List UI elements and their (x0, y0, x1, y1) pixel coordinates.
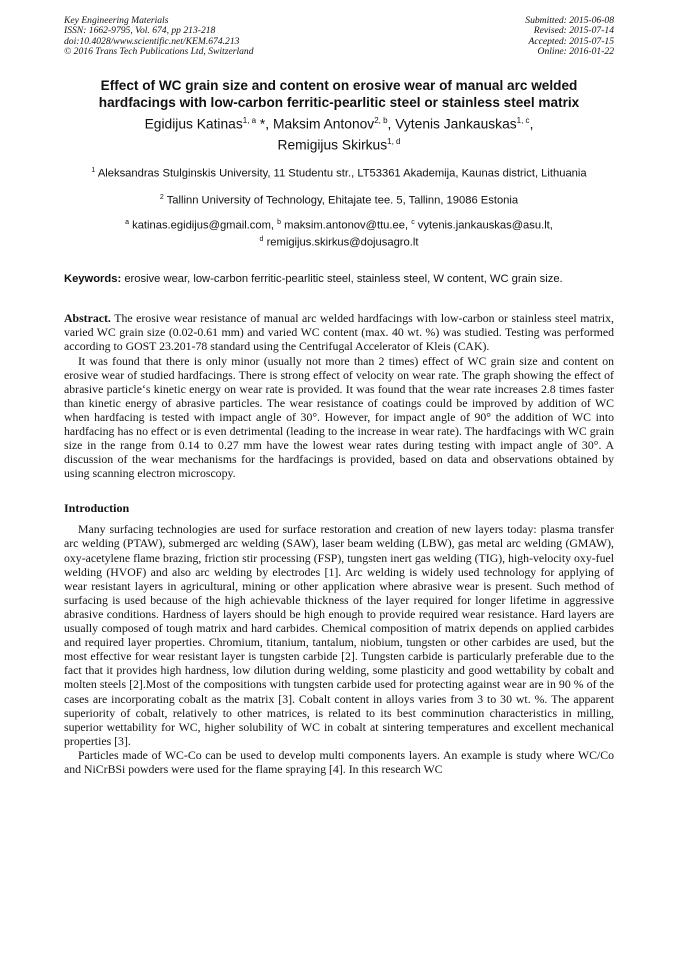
author-affiliation-sup: 1, a (242, 115, 257, 125)
affiliation-text: Tallinn University of Technology, Ehitajate tee. 5, Tallinn, 19086 Estonia (166, 194, 519, 207)
abstract-label: Abstract. (64, 311, 111, 326)
keywords-text: erosive wear, low-carbon ferritic-pearlitic steel, stainless steel, W content, WC grain size. (124, 272, 563, 285)
author-separator: , (529, 116, 534, 132)
author-list (64, 112, 614, 155)
submission-dates (525, 16, 614, 58)
email-letter: b (277, 219, 282, 227)
abstract-paragraph-1 (64, 311, 614, 353)
corresponding-mark: * (256, 116, 266, 132)
introduction-heading: Introduction (64, 501, 130, 516)
author-name: Maksim Antonov (272, 116, 375, 132)
date-submitted: Submitted: 2015-06-08 (525, 15, 614, 26)
email-address[interactable]: maksim.antonov@ttu.ee, (284, 220, 412, 233)
author-name: Remigijus Skirkus (277, 137, 388, 153)
keywords (64, 272, 614, 287)
author-emails (64, 216, 614, 249)
abstract-text: The erosive wear resistance of manual arc welded hardfacings with low-carbon or stainless steel matrix, varied WC grain size (0.02-0.61 mm) and varied WC content (max. 40 wt. %) was studied. Testing was performed according to GOST 23.201-78 standard using the Centrifugal Accelerator of Kleis (CAK). (64, 311, 614, 354)
introduction-paragraph-2: Particles made of WC-Co can be used to develop multi components layers. An example is study where WC/Co and NiCrBSi powders were used for the flame spraying [4]. In this research WC (64, 747, 614, 776)
author-name: Vytenis Jankauskas (395, 116, 517, 132)
email-letter: a (125, 219, 129, 227)
journal-name: Key Engineering Materials (64, 15, 169, 26)
affiliation-number: 1 (91, 166, 96, 174)
email-address[interactable]: katinas.egidijus@gmail.com, (132, 220, 278, 233)
journal-copyright: © 2016 Trans Tech Publications Ltd, Switzerland (64, 46, 254, 58)
affiliation-2 (64, 191, 614, 208)
author-name: Egidijus Katinas (144, 116, 243, 132)
date-accepted: Accepted: 2015-07-15 (528, 35, 614, 47)
affiliation-number: 2 (159, 193, 164, 201)
author-separator: , (387, 116, 396, 132)
paper-title: Effect of WC grain size and content on erosive wear of manual arc welded hardfacings with low-carbon ferritic-pearlitic steel or stainless steel matrix (98, 77, 580, 110)
affiliation-text: Aleksandras Stulginskis University, 11 Studentu str., LT53361 Akademija, Kaunas district, Lithuania (97, 167, 587, 180)
introduction-section (64, 522, 614, 776)
email-letter: c (411, 219, 415, 227)
journal-doi: doi:10.4028/www.scientific.net/KEM.674.213 (64, 35, 240, 47)
author-affiliation-sup: 2, b (374, 115, 388, 125)
abstract-paragraph-2: It was found that there is only minor (usually not more than 2 times) effect of WC grain size and content on erosive wear of studied hardfacings. There is strong effect of velocity on wear rate. The graph showing the effect of abrasive particle‘s kinetic energy on wear rate is provided. It was found that the wear rate increases 2.8 times faster than kinetic energy of abrasive particles. The wear resistance of coatings could be improved by addition of WC when hardfacing is tested with impact angle of 30°. However, for impact angle of 90° the addition of WC into hardfacing has no effect or is even detrimental (leading to the increase in wear rate). The hardfacings with WC grain size in the range from 0.14 to 0.27 mm have the lowest wear rates during testing with impact angle of 30°. A discussion of the wear mechanisms for the hardfacings is provided, based on data and observations obtained by using scanning electron microscopy. (64, 353, 614, 481)
journal-issn: ISSN: 1662-9795, Vol. 674, pp 213-218 (64, 25, 216, 37)
journal-info (64, 16, 254, 58)
author-affiliation-sup: 1, c (516, 115, 530, 125)
abstract-section (64, 311, 614, 480)
journal-header (64, 16, 614, 58)
keywords-label: Keywords: (64, 272, 122, 285)
email-address[interactable]: remigijus.skirkus@dojusagro.lt (266, 236, 419, 249)
email-letter: d (259, 236, 264, 244)
date-revised: Revised: 2015-07-14 (533, 25, 614, 37)
date-online: Online: 2016-01-22 (537, 46, 614, 58)
author-affiliation-sup: 1, d (387, 137, 401, 147)
affiliation-1 (64, 164, 614, 181)
introduction-paragraph-1: Many surfacing technologies are used for surface restoration and creation of new layers today: plasma transfer arc welding (PTAW), submerged arc welding (SAW), laser beam welding (LBW), gas metal arc welding (GMAW), oxy-acetylene flame brazing, friction stir processing (FSP), tungsten inert gas welding (TIG), high-velocity oxy-fuel welding (HVOF) and also arc welding by electrodes [1]. Arc welding is widely used technology for applying of wear resistant layers in agricultural, mining or other application where abrasive wear is present. Such method of surfacing is used because of the high achievable thickness of the layer required for longer lifetime in aggressive abrasive conditions. Hardness of layers should be high enough to provide required wear resistance. Hard layers are usually composed of tough matrix and hard carbides. Chemical composition of matrix depends on applied carbides and required layer properties. Chromium, titanium, tantalum, niobium, tungsten or other carbides are used, but the most effective for wear resistant layer is tungsten carbide [2]. Tungsten carbide is particularly preferable due to the fact that it provides high hardness, low dilution during welding, some plasticity and good wettability by cobalt and molten steels [2].Most of the compositions with tungsten carbide used for protecting against wear are in 90 % of the cases are incorporating cobalt as the matrix [3]. Cobalt content in alloys varies from 3 to 30 wt. %. The apparent superiority of cobalt, relatively to other matrices, is related to its best comminution characteristics in milling, superior wettability for WC, higher solubility of WC in cobalt at sintering temperatures and excellent mechanical properties [3]. (64, 522, 614, 748)
author-separator: , (265, 116, 273, 132)
email-address[interactable]: vytenis.jankauskas@asu.lt, (417, 220, 553, 233)
